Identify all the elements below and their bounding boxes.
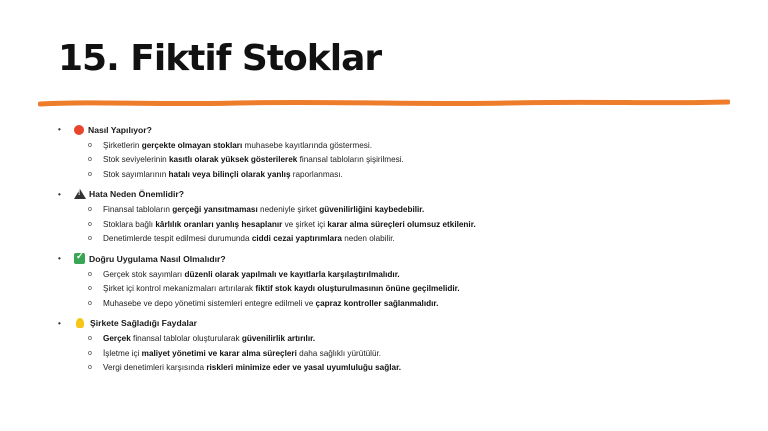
list-item: o Stok sayımlarının hatalı veya bilinçli olarak yanlış raporlanması. (88, 169, 343, 179)
lightbulb-icon (76, 318, 84, 328)
list-item: o Finansal tabloların gerçeği yansıtmaması nedeniyle şirket güvenilirliğini kaybedebilir. (88, 205, 425, 215)
list-item: o Gerçek finansal tablolar oluşturularak güvenilirlik artırılır. (88, 334, 316, 344)
list-item: o Stok seviyelerinin kasıtlı olarak yüksek gösterilerek finansal tabloların şişirilmesi. (88, 155, 404, 165)
bullet: • (58, 189, 61, 199)
section-correct-practice (58, 250, 748, 311)
section-heading (58, 315, 748, 332)
title-underline (38, 96, 730, 110)
list-item: o Şirket içi kontrol mekanizmaları artırılarak fiktif stok kaydı oluşturulmasının önüne geçilmelidir. (88, 284, 460, 294)
bullet: • (58, 125, 61, 134)
bullet: • (58, 318, 61, 328)
list-item: o Stoklara bağlı kârlılık oranları yanlış hesaplanır ve şirket içi karar alma süreçleri olumsuz etkilenir. (88, 219, 476, 229)
list-item: o Gerçek stok sayımları düzenli olarak yapılmalı ve kayıtlarla karşılaştırılmalıdır. (88, 269, 400, 279)
heading-text: Hata Neden Önemlidir? (89, 189, 185, 199)
warning-icon (74, 189, 86, 199)
section-how (58, 121, 748, 182)
heading-text: Nasıl Yapılıyor? (88, 124, 152, 135)
list-item: o Muhasebe ve depo yönetimi sistemleri entegre edilmeli ve çapraz kontroller sağlanmalıdır. (88, 298, 439, 308)
slide-content (58, 121, 748, 379)
list-item: o Şirketlerin gerçekte olmayan stokları muhasebe kayıtlarında göstermesi. (88, 140, 372, 150)
red-circle-icon (74, 125, 84, 135)
list-item: o Denetimlerde tespit edilmesi durumunda ciddi cezai yaptırımlara neden olabilir. (88, 234, 395, 244)
check-mark-icon (74, 253, 85, 264)
section-heading (58, 121, 748, 138)
bullet: • (58, 254, 61, 263)
heading-text: Doğru Uygulama Nasıl Olmalıdır? (89, 253, 226, 264)
list-item: o İşletme içi maliyet yönetimi ve karar alma süreçleri daha sağlıklı yürütülür. (88, 348, 382, 358)
heading-text: Şirkete Sağladığı Faydalar (90, 318, 197, 328)
section-importance (58, 186, 748, 247)
section-heading (58, 186, 748, 203)
section-benefits (58, 315, 748, 376)
slide-title: 15. Fiktif Stoklar (58, 38, 382, 79)
section-heading (58, 250, 748, 267)
list-item: o Vergi denetimleri karşısında riskleri minimize eder ve yasal uyumluluğu sağlar. (88, 363, 402, 373)
